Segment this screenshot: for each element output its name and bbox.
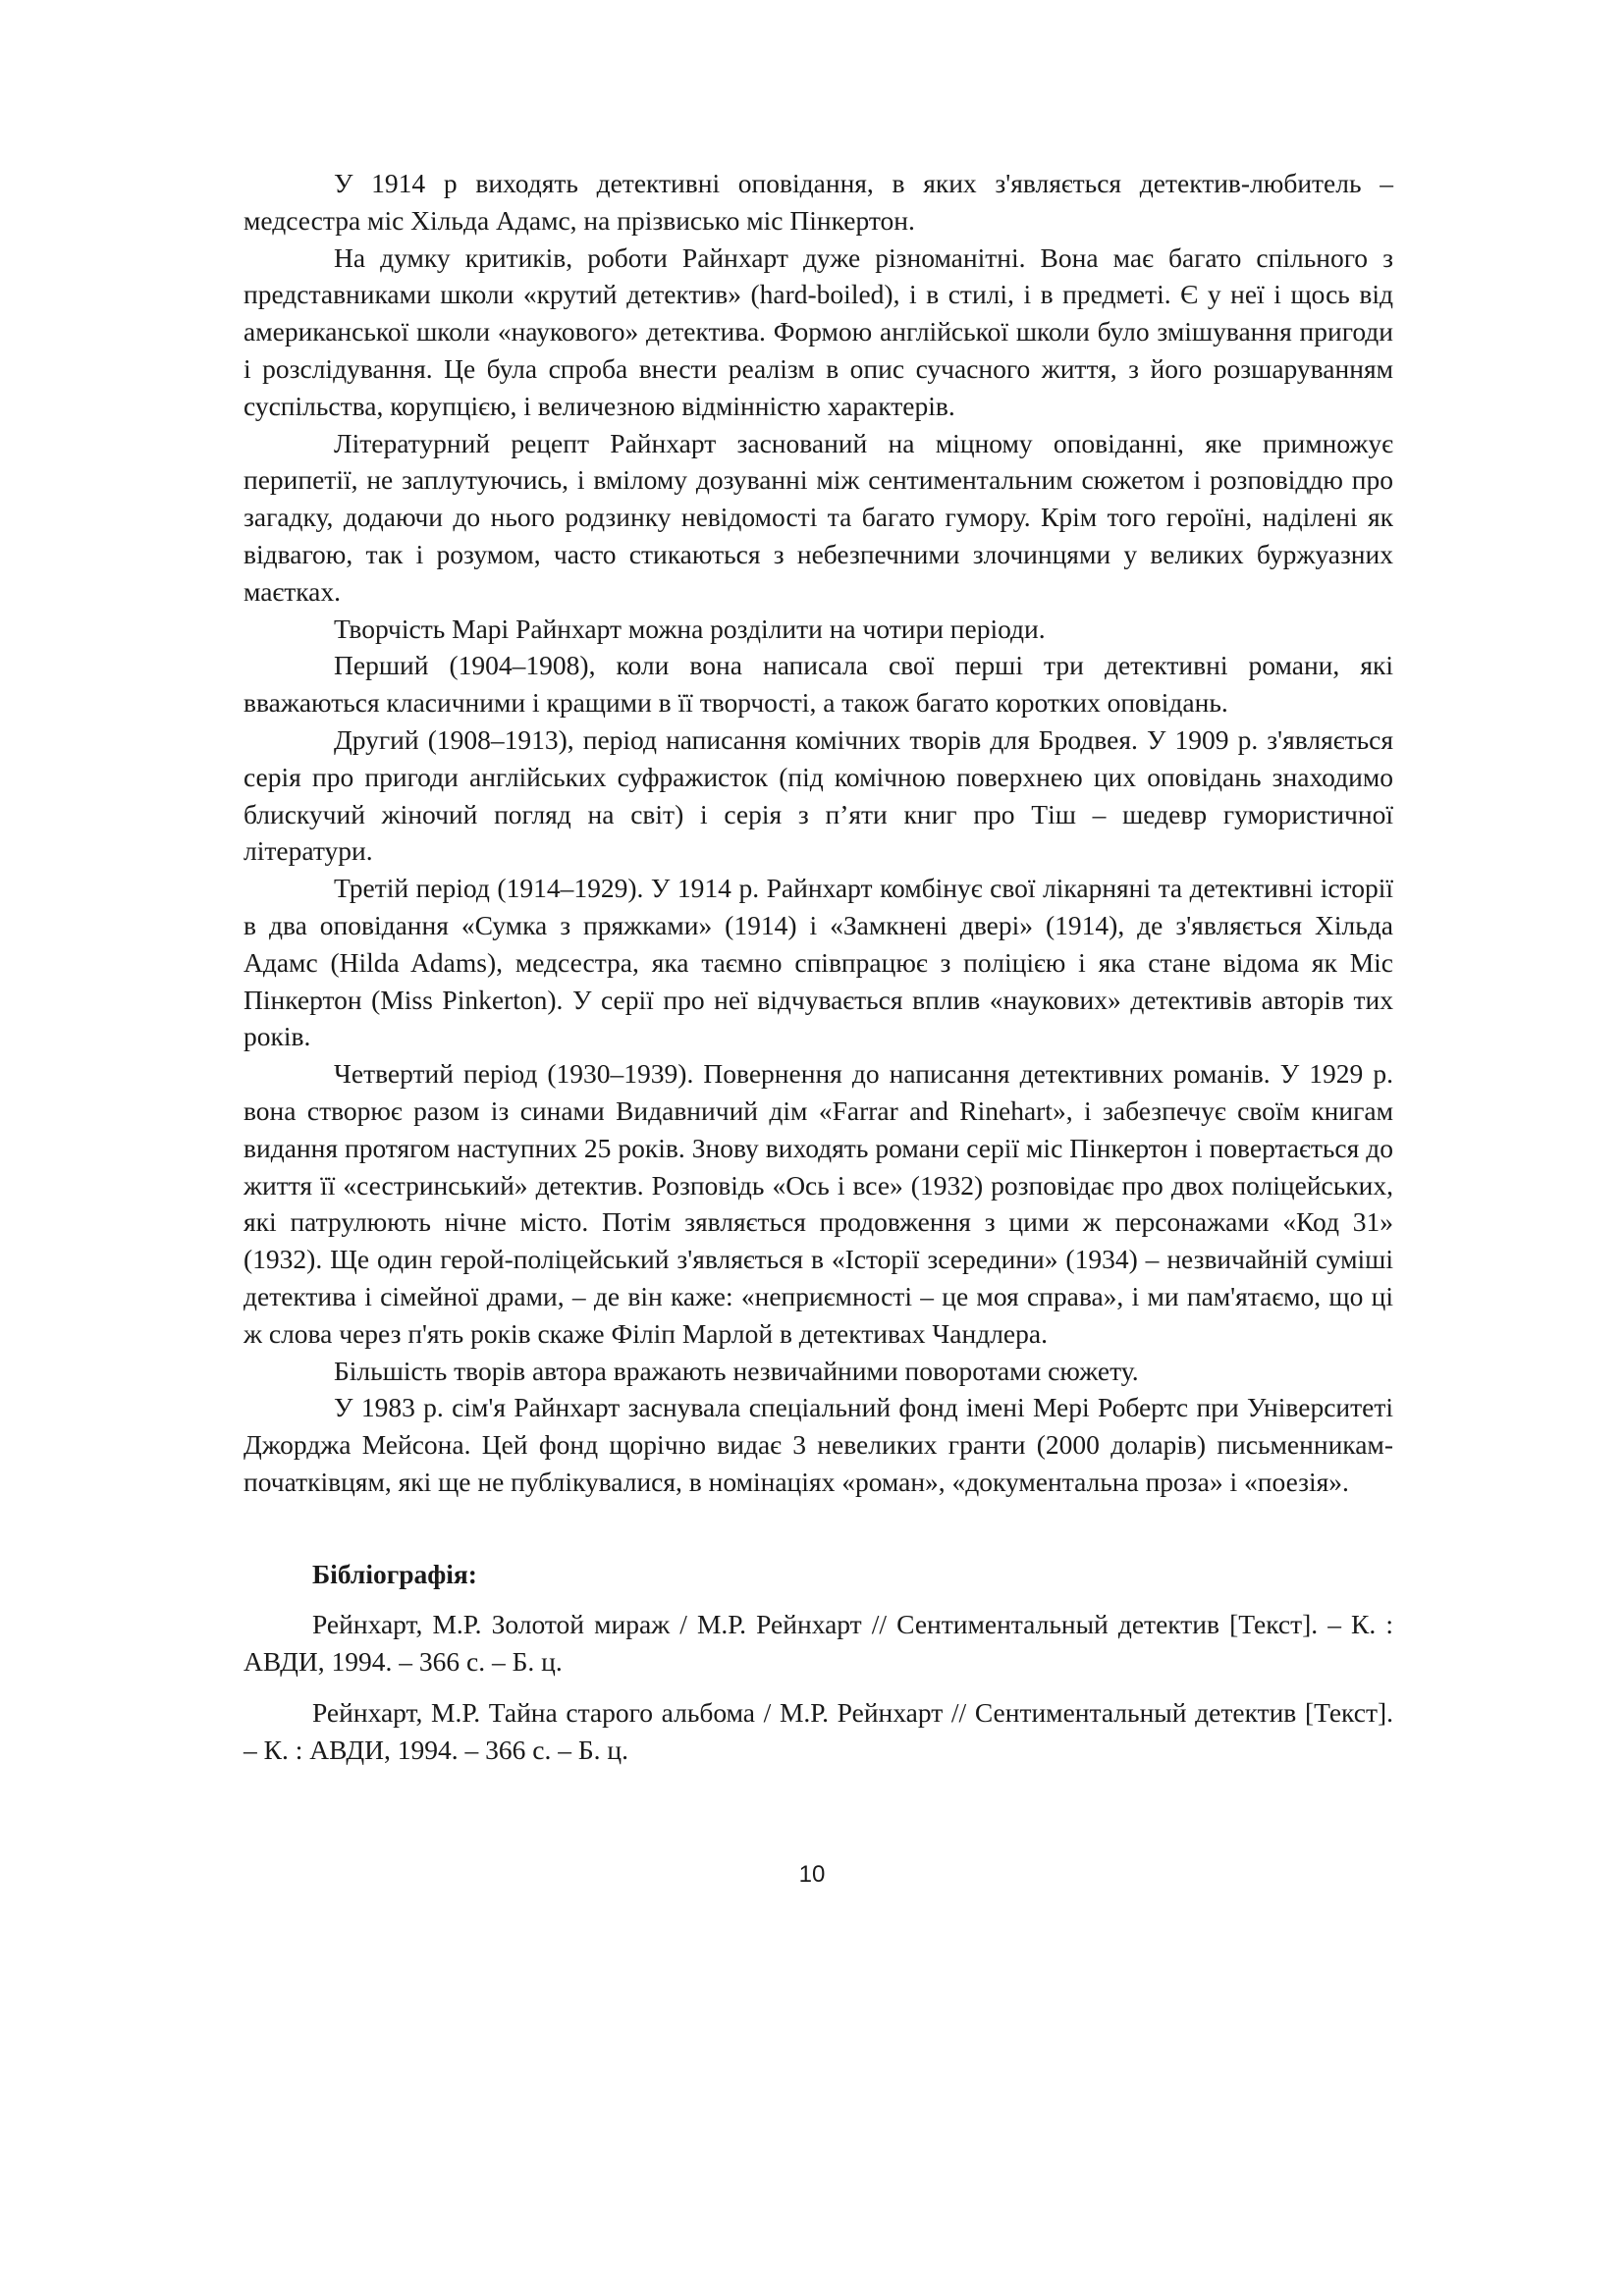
paragraph: На думку критиків, роботи Райнхарт дуже різноманітні. Вона має багато спільного з представниками школи «крутий детектив» (hard-boiled), і в стилі, і в предметі. Є у неї і щось від американської школи «наукового» детектива. Формою англійської школи було змішування пригоди і розслідування. Це була спроба внести реалізм в опис сучасного життя, з його розшаруванням суспільства, корупцією, і величезною відмінністю характерів. <box>244 241 1393 421</box>
section-spacer <box>244 1501 1393 1556</box>
bibliography-entry: Рейнхарт, М.Р. Тайна старого альбома / М.Р. Рейнхарт // Сентиментальный детектив [Текст]. – К. : АВДИ, 1994. – 366 с. – Б. ц. <box>244 1697 1393 1765</box>
paragraph: Третій період (1914–1929). У 1914 р. Райнхарт комбінує свої лікарняні та детективні історії в два оповідання «Сумка з пряжками» (1914) і «Замкнені двері» (1914), де з'являється Хільда Адамс (Hilda Adams), медсестра, яка таємно співпрацює з поліцією і яка стане відома як Міс Пінкертон (Miss Pinkerton). У серії про неї відчувається вплив «наукових» детективів авторів тих років. <box>244 873 1393 1052</box>
paragraph: Другий (1908–1913), період написання комічних творів для Бродвея. У 1909 р. з'являється серія про пригоди англійських суфражисток (під комічною поверхнею цих оповідань знаходимо блискучий жіночий погляд на світ) і серія з п’яти книг про Тіш – шедевр гумористичної літератури. <box>244 723 1393 867</box>
body-text <box>244 165 1393 1501</box>
bibliography-section <box>244 1556 1393 1769</box>
paragraph: Творчість Марі Райнхарт можна розділити на чотири періоди. <box>334 613 1046 644</box>
page-number: 10 <box>798 1861 826 1888</box>
document-page <box>244 165 1393 1783</box>
paragraph: Літературний рецепт Райнхарт заснований на міцному оповіданні, яке примножує перипетії, не заплутуючись, і вмілому дозуванні між сентиментальним сюжетом і розповіддю про загадку, додаючи до нього родзинку невідомості та багато гумору. Крім того героїні, наділені як відвагою, так і розумом, часто стикаються з небезпечними злочинцями у великих буржуазних маєтках. <box>244 427 1393 607</box>
paragraph: Перший (1904–1908), коли вона написала свої перші три детективні романи, які вважаються класичними і кращими в її творчості, а також багато коротких оповідань. <box>244 650 1393 719</box>
paragraph: У 1983 р. сім'я Райнхарт заснувала спеціальний фонд імені Мері Робертс при Університеті Джорджа Мейсона. Цей фонд щорічно видає 3 невеликих гранти (2000 доларів) письменникам-початківцям, які ще не публікувалися, в номінаціях «роман», «документальна проза» і «поезія». <box>244 1392 1393 1497</box>
paragraph: Четвертий період (1930–1939). Повернення до написання детективних романів. У 1929 р. вона створює разом із синами Видавничий дім «Farrar and Rinehart», і забезпечує своїм книгам видання протягом наступних 25 років. Знову виходять романи серії міс Пінкертон і повертається до життя її «сестринський» детектив. Розповідь «Ось і все» (1932) розповідає про двох поліцейських, які патрулюють нічне місто. Потім зявляється продовження з цими ж персонажами «Код 31» (1932). Ще один герой-поліцейський з'являється в «Історії зсередини» (1934) – незвичайній суміші детектива і сімейної драми, – де він каже: «неприємності – це моя справа», і ми пам'ятаємо, що ці ж слова через п'ять років скаже Філіп Марлой в детективах Чандлера. <box>244 1058 1393 1349</box>
paragraph: Більшість творів автора вражають незвичайними поворотами сюжету. <box>334 1355 1139 1386</box>
bibliography-heading: Бібліографія: <box>312 1558 477 1589</box>
bibliography-entry: Рейнхарт, М.Р. Золотой мираж / М.Р. Рейнхарт // Сентиментальный детектив [Текст]. – К. : АВДИ, 1994. – 366 с. – Б. ц. <box>244 1609 1393 1678</box>
paragraph: У 1914 р виходять детективні оповідання, в яких з'являється детектив-любитель – медсестра міс Хільда Адамс, на прізвисько міс Пінкертон. <box>244 168 1393 236</box>
